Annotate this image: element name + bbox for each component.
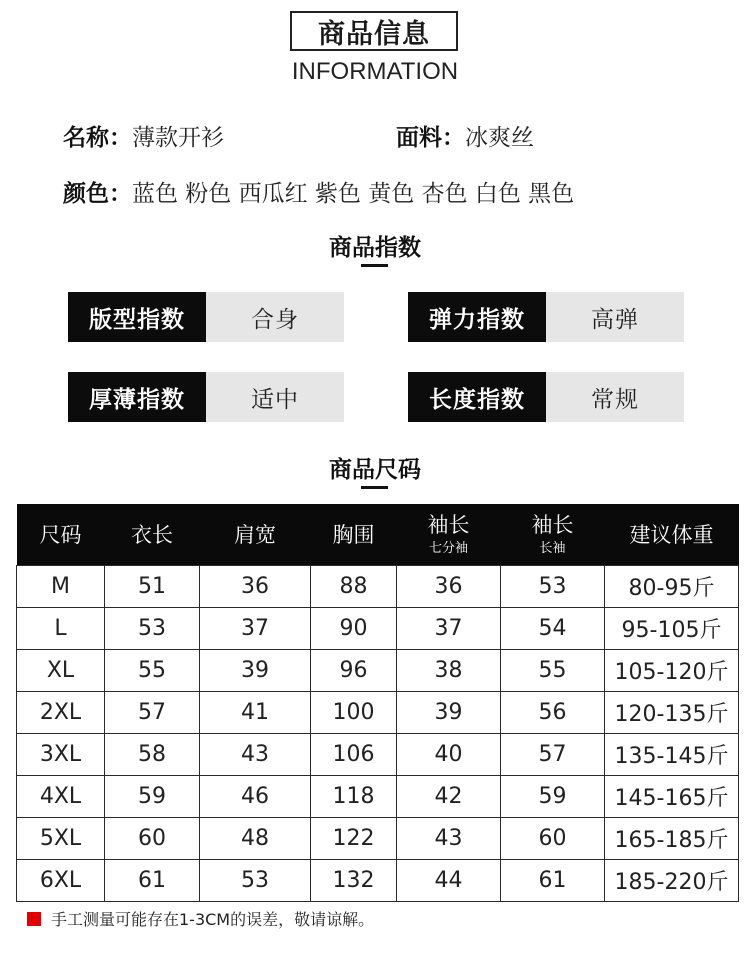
table-cell: 37 [200,608,311,650]
info-fabric-label: 面料： [396,125,465,151]
table-cell: 2XL [17,692,105,734]
info-name-value: 薄款开衫 [132,125,224,151]
table-cell: 39 [200,650,311,692]
table-cell: 118 [311,776,397,818]
table-cell: 55 [501,650,605,692]
table-row [17,860,739,902]
table-cell: 61 [105,860,200,902]
table-cell: 80-95斤 [605,566,739,608]
index-key: 厚薄指数 [68,372,206,422]
table-cell: 60 [105,818,200,860]
table-cell: XL [17,650,105,692]
table-cell: 58 [105,734,200,776]
table-cell: 165-185斤 [605,818,739,860]
red-square-icon [27,912,41,926]
table-cell: 3XL [17,734,105,776]
table-cell: 56 [501,692,605,734]
table-cell: 48 [200,818,311,860]
table-cell: 51 [105,566,200,608]
table-cell: 132 [311,860,397,902]
size-table-header [17,504,739,566]
table-cell: 60 [501,818,605,860]
index-key: 长度指数 [408,372,546,422]
header-cell: 衣长 [105,504,200,566]
header-cell: 建议体重 [605,504,739,566]
table-cell: 53 [501,566,605,608]
table-cell: 41 [200,692,311,734]
table-cell: 38 [397,650,501,692]
table-cell: 88 [311,566,397,608]
table-cell: 106 [311,734,397,776]
index-value: 高弹 [546,292,684,342]
table-cell: 46 [200,776,311,818]
table-cell: 185-220斤 [605,860,739,902]
table-cell: 145-165斤 [605,776,739,818]
table-cell: 59 [105,776,200,818]
header-cell: 胸围 [311,504,397,566]
table-row [17,818,739,860]
table-cell: 54 [501,608,605,650]
header-cell: 袖长 七分袖 [397,504,501,566]
table-cell: 39 [397,692,501,734]
info-color-value: 蓝色 粉色 西瓜红 紫色 黄色 杏色 白色 黑色 [132,181,575,207]
table-row [17,692,739,734]
table-cell: 135-145斤 [605,734,739,776]
table-cell: 95-105斤 [605,608,739,650]
table-cell: L [17,608,105,650]
table-cell: 59 [501,776,605,818]
info-fabric [396,119,534,152]
header-cell: 袖长 长袖 [501,504,605,566]
table-cell: 6XL [17,860,105,902]
table-cell: 120-135斤 [605,692,739,734]
index-item-thickness [68,372,344,422]
note-text: 手工测量可能存在1-3CM的误差，敬请谅解。 [51,910,375,929]
header-cell: 尺码 [17,504,105,566]
index-key: 弹力指数 [408,292,546,342]
table-cell: 57 [105,692,200,734]
table-cell: 5XL [17,818,105,860]
table-cell: 61 [501,860,605,902]
table-cell: M [17,566,105,608]
info-color [63,175,574,208]
index-section-title: 商品指数 [329,235,421,261]
index-section-underline [361,264,388,267]
table-row [17,608,739,650]
table-row [17,776,739,818]
table-cell: 42 [397,776,501,818]
table-cell: 90 [311,608,397,650]
table-cell: 96 [311,650,397,692]
info-fabric-value: 冰爽丝 [465,125,534,151]
table-cell: 57 [501,734,605,776]
table-cell: 105-120斤 [605,650,739,692]
info-name-label: 名称： [63,125,132,151]
table-cell: 53 [200,860,311,902]
table-cell: 43 [200,734,311,776]
table-cell: 37 [397,608,501,650]
table-cell: 36 [397,566,501,608]
header-cell: 肩宽 [200,504,311,566]
table-cell: 53 [105,608,200,650]
info-color-label: 颜色： [63,181,132,207]
index-value: 适中 [206,372,344,422]
size-table [16,504,739,902]
index-item-length [408,372,684,422]
index-item-stretch [408,292,684,342]
index-value: 合身 [206,292,344,342]
page-subtitle: INFORMATION [291,58,459,85]
table-row [17,734,739,776]
measurement-note [27,907,374,930]
index-value: 常规 [546,372,684,422]
page-title: 商品信息 [290,11,458,51]
table-cell: 40 [397,734,501,776]
index-key: 版型指数 [68,292,206,342]
info-name [63,119,224,152]
table-cell: 44 [397,860,501,902]
table-cell: 100 [311,692,397,734]
table-cell: 55 [105,650,200,692]
table-row [17,566,739,608]
table-cell: 36 [200,566,311,608]
table-cell: 43 [397,818,501,860]
size-section-title: 商品尺码 [329,457,421,483]
table-row [17,650,739,692]
table-cell: 122 [311,818,397,860]
size-section-underline [361,486,388,489]
table-cell: 4XL [17,776,105,818]
index-item-fit [68,292,344,342]
